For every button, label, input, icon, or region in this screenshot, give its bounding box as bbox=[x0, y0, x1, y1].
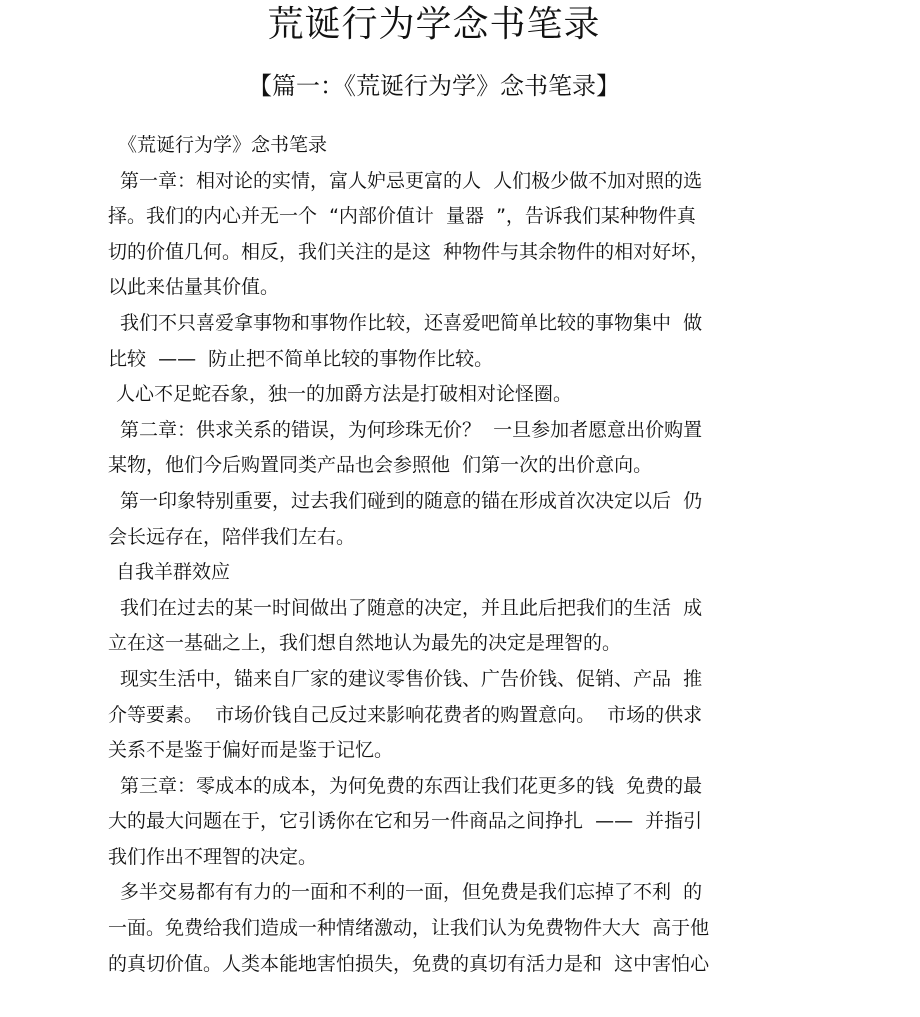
text-line: 我们作出不理智的决定。 bbox=[108, 845, 318, 868]
text-line: 《荒诞行为学》念书笔录 bbox=[118, 134, 328, 156]
text-line: 自我羊群效应 bbox=[116, 561, 231, 584]
text-line: 的真切价值。人类本能地害怕损失，免费的真切有活力是和 这中害怕心 bbox=[108, 952, 710, 975]
text-line: 我们不只喜爱拿事物和事物作比较，还喜爱吧简单比较的事物集中 做 bbox=[120, 311, 703, 334]
text-line: 以此来估量其价值。 bbox=[108, 276, 280, 299]
text-line: 某物，他们今后购置同类产品也会参照他 们第一次的出价意向。 bbox=[108, 454, 653, 477]
text-line: 关系不是鉴于偏好而是鉴于记忆。 bbox=[108, 739, 394, 762]
text-line: 我们在过去的某一时间做出了随意的决定，并且此后把我们的生活 成 bbox=[120, 596, 703, 619]
text-line: 择。我们的内心并无一个 “内部价值计 量器 ”，告诉我们某种物件真 bbox=[108, 205, 696, 228]
document-title: 荒诞行为学念书笔录 bbox=[267, 4, 601, 45]
text-line: 第一印象特别重要，过去我们碰到的随意的锚在形成首次决定以后 仍 bbox=[120, 489, 703, 512]
text-line: 比较 —— 防止把不简单比较的事物作比较。 bbox=[108, 347, 494, 370]
text-line: 第二章：供求关系的错误，为何珍珠无价？ 一旦参加者愿意出价购置 bbox=[120, 418, 703, 441]
document-body bbox=[108, 128, 768, 982]
section-heading: 【篇一：《荒诞行为学》念书笔录】 bbox=[248, 72, 620, 100]
text-line: 一面。免费给我们造成一种情绪激动，让我们认为免费物件大大 高于他 bbox=[108, 917, 710, 940]
text-line: 会长远存在，陪伴我们左右。 bbox=[108, 525, 356, 548]
text-line: 立在这一基础之上，我们想自然地认为最先的决定是理智的。 bbox=[108, 632, 622, 655]
text-line: 人心不足蛇吞象，独一的加爵方法是打破相对论怪圈。 bbox=[116, 383, 573, 406]
text-line: 第一章：相对论的实情，富人妒忌更富的人 人们极少做不加对照的选 bbox=[120, 169, 703, 192]
text-line: 切的价值几何。相反，我们关注的是这 种物件与其余物件的相对好坏， bbox=[108, 240, 710, 263]
text-line: 现实生活中，锚来自厂家的建议零售价钱、广告价钱、促销、产品 推 bbox=[120, 667, 703, 690]
text-line: 介等要素。 市场价钱自己反过来影响花费者的购置意向。 市场的供求 bbox=[108, 703, 703, 726]
text-line: 多半交易都有有力的一面和不利的一面，但免费是我们忘掉了不利 的 bbox=[120, 881, 703, 904]
text-line: 大的最大问题在于，它引诱你在它和另一件商品之间挣扎 —— 并指引 bbox=[108, 810, 703, 833]
text-line: 第三章：零成本的成本，为何免费的东西让我们花更多的钱 免费的最 bbox=[120, 774, 703, 797]
